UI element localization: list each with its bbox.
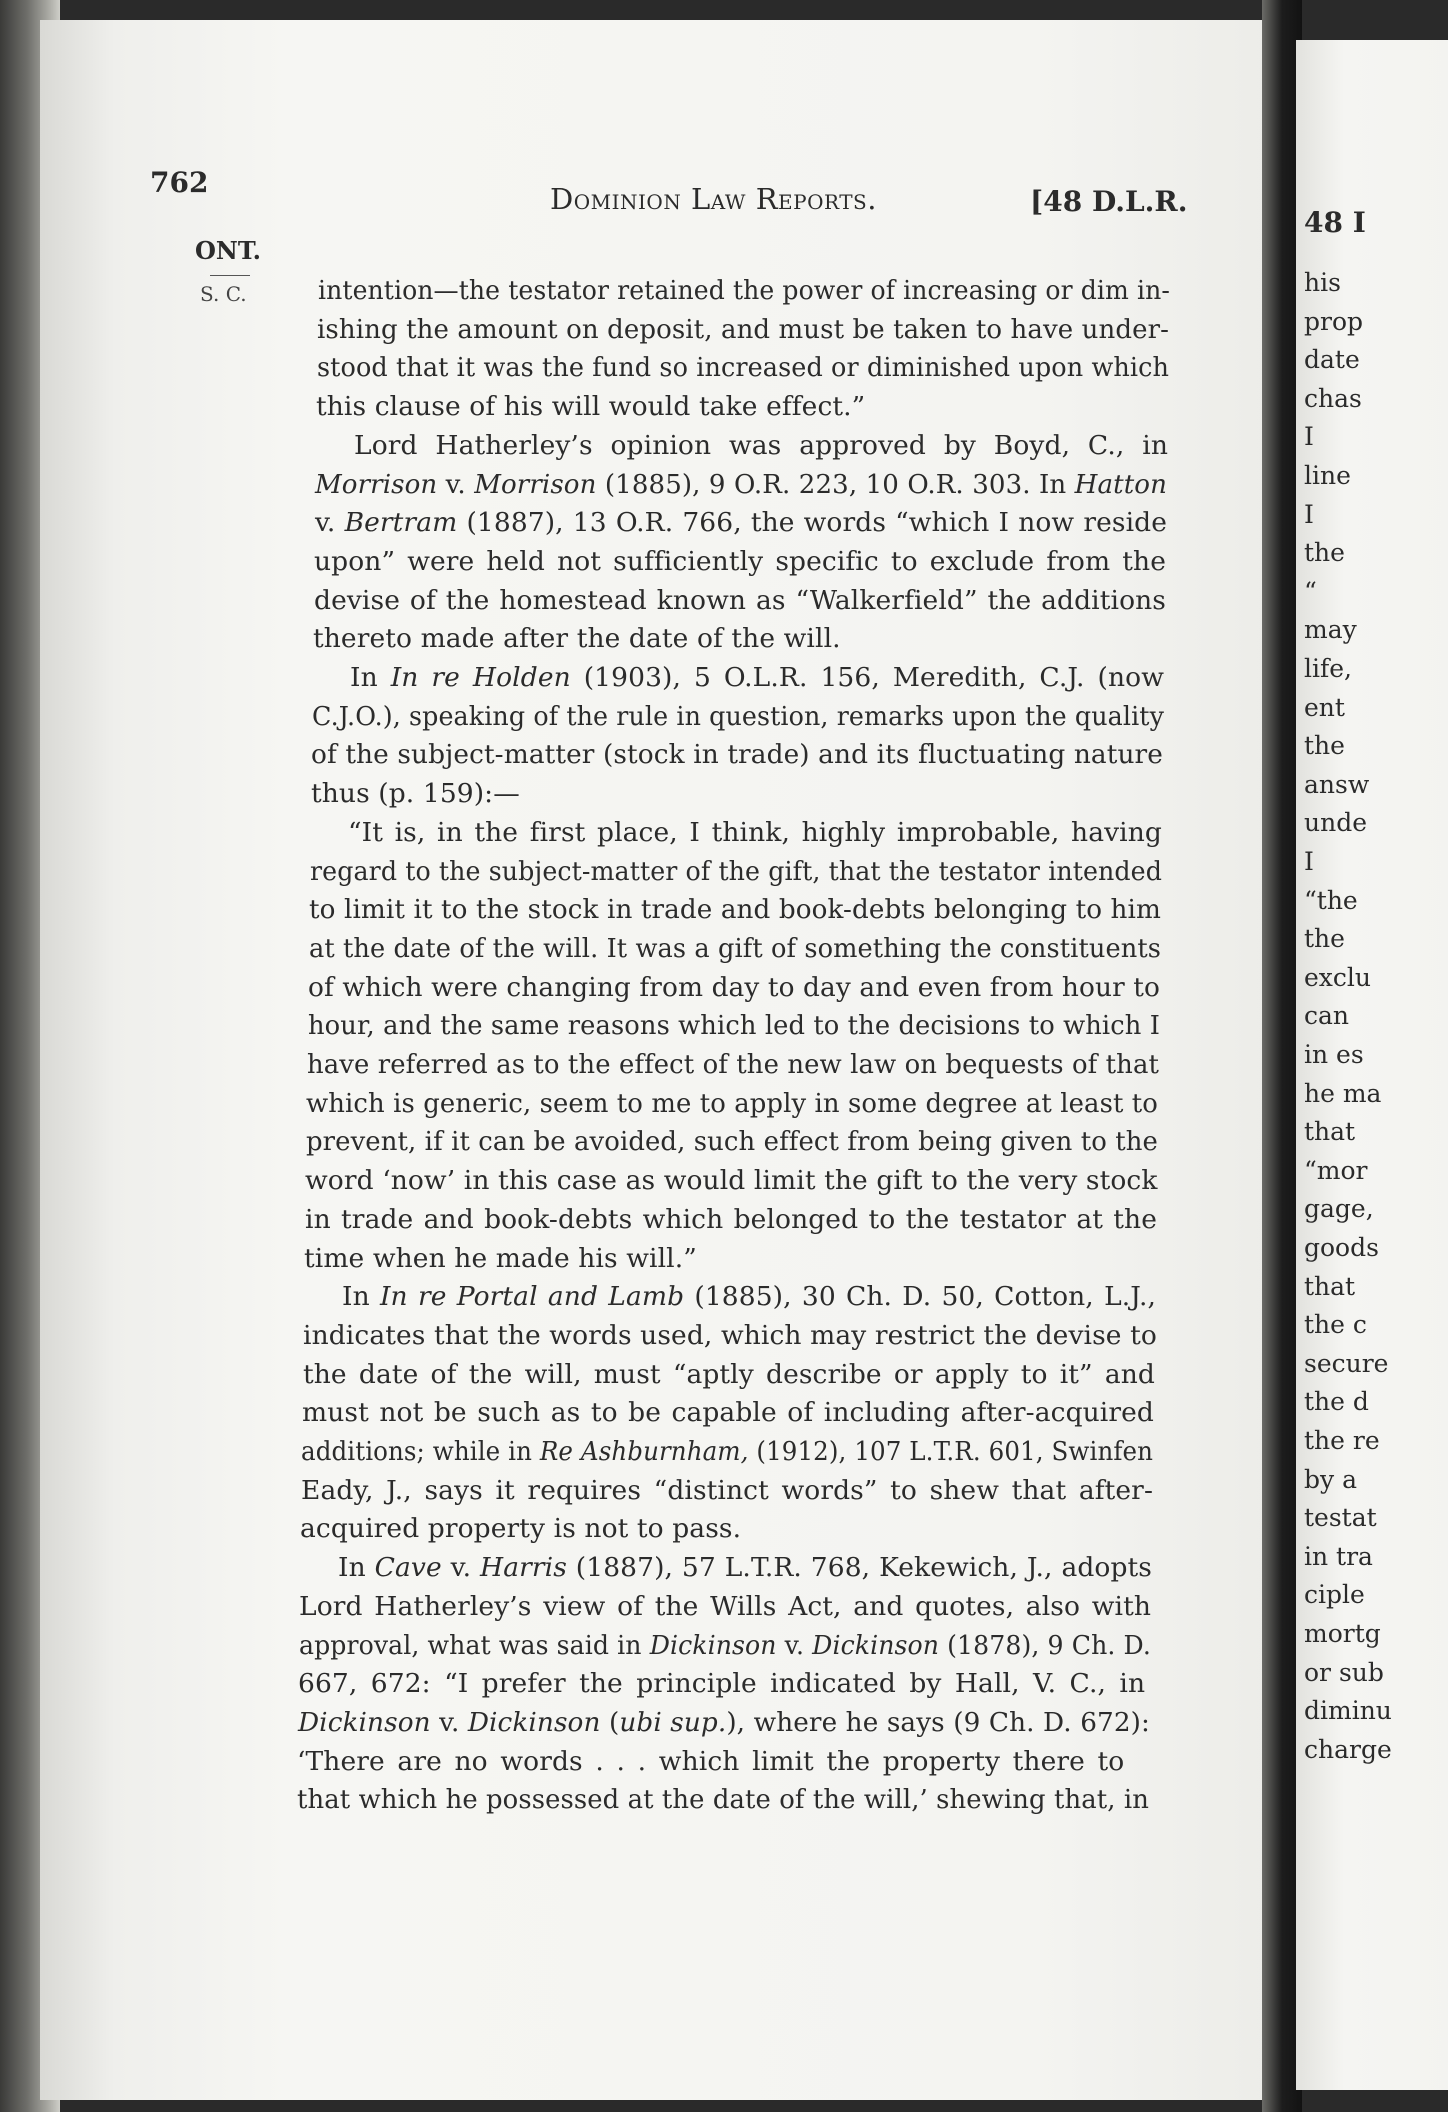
text-span: at the date of the will. It was a gift of something the constituents [309, 933, 1161, 964]
italic-text: Re Ashburnham, [539, 1436, 749, 1467]
text-span: v. [776, 1630, 813, 1661]
court-sub-note: S. C. [200, 282, 247, 306]
volume-reference: [48 D.L.R. [1030, 185, 1188, 218]
text-span: to limit it to the stock in trade and book-debts belonging to him [309, 894, 1161, 925]
right-text-fragment: the [1304, 731, 1345, 760]
right-text-fragment: goods [1304, 1233, 1379, 1262]
text-line [306, 1085, 1158, 1123]
right-text-fragment: ent [1304, 693, 1345, 722]
text-span: regard to the subject-matter of the gift, that the testator intended [310, 856, 1162, 887]
italic-text: Morrison [474, 469, 597, 500]
right-page [1296, 40, 1448, 2090]
text-line [315, 504, 1167, 542]
text-span: In [350, 662, 391, 693]
page-number: 762 [150, 166, 209, 199]
text-span: word ‘now’ in this case as would limit the gift to the very stock [305, 1165, 1158, 1196]
text-span: intention—the testator retained the power of increasing or dim in- [318, 275, 1170, 306]
right-text-fragment: in tra [1304, 1542, 1373, 1571]
right-text-fragment: diminu [1304, 1696, 1392, 1725]
right-text-fragment: or sub [1304, 1658, 1384, 1687]
right-text-fragment: may [1304, 615, 1357, 644]
text-line [310, 853, 1162, 891]
text-line [298, 1665, 1145, 1703]
text-span: which is generic, seem to me to apply in some degree at least to [306, 1088, 1158, 1119]
text-span: must not be such as to be capable of including after-acquired [302, 1397, 1154, 1428]
text-span: ishing the amount on deposit, and must be taken to have under- [317, 314, 1169, 345]
text-span: (1885), 9 O.R. 223, 10 O.R. 303. In [596, 469, 1075, 500]
right-text-fragment: unde [1304, 808, 1368, 837]
right-text-fragment: prop [1304, 307, 1364, 336]
right-text-fragment: secure [1304, 1349, 1389, 1378]
right-text-fragment: in es [1304, 1040, 1364, 1069]
text-line [301, 1433, 1153, 1471]
text-span: Lord Hatherley’s view of the Wills Act, and quotes, also with [299, 1591, 1151, 1622]
text-span: (1912), 107 L.T.R. 601, Swinfen [748, 1436, 1153, 1467]
text-line [315, 466, 1167, 504]
text-line [317, 349, 1169, 387]
text-span: approval, what was said in [299, 1630, 650, 1661]
text-line [348, 814, 1162, 852]
text-line [307, 1046, 1159, 1084]
text-span: have referred as to the effect of the new law on bequests of that [307, 1049, 1159, 1080]
text-line [350, 659, 1164, 697]
text-line [305, 1162, 1158, 1200]
right-text-fragment: the [1304, 924, 1345, 953]
right-text-fragment: by a [1304, 1465, 1357, 1494]
text-line [312, 698, 1164, 736]
text-span: v. [430, 1707, 468, 1738]
court-marginal-note: ONT. [195, 236, 261, 265]
italic-text: Dickinson [467, 1707, 601, 1738]
text-span: ), where he says (9 Ch. D. 672): [726, 1707, 1150, 1738]
text-span: (1878), 9 Ch. D. [939, 1630, 1151, 1661]
italic-text: Dickinson [298, 1707, 431, 1738]
right-text-fragment: “ [1304, 577, 1317, 606]
text-span: v. [315, 507, 345, 538]
text-span: (1887), 57 L.T.R. 768, Kekewich, J., adopts [566, 1552, 1152, 1583]
text-line [316, 388, 865, 426]
text-line [297, 1743, 1124, 1781]
right-text-fragment: date [1304, 345, 1360, 374]
text-line [302, 1394, 1154, 1432]
italic-text: Dickinson [812, 1630, 940, 1661]
text-span: (1885), 30 Ch. D. 50, Cotton, L.J., [684, 1281, 1156, 1312]
right-text-fragment: gage, [1304, 1194, 1374, 1223]
text-span: ( [600, 1707, 620, 1738]
text-span: acquired property is not to pass. [300, 1513, 742, 1544]
text-span: “It is, in the first place, I think, highly improbable, having [348, 817, 1162, 848]
text-span: (1887), 13 O.R. 766, the words “which I now reside [457, 507, 1167, 538]
right-text-fragment: that [1304, 1272, 1356, 1301]
right-text-fragment: he ma [1304, 1079, 1382, 1108]
right-running-head: 48 I [1304, 206, 1366, 239]
text-line [318, 272, 1170, 310]
right-text-fragment: that [1304, 1117, 1356, 1146]
text-span: hour, and the same reasons which led to the decisions to which I [308, 1010, 1160, 1041]
text-line [342, 1278, 1156, 1316]
text-span: that which he possessed at the date of the will,’ shewing that, in [297, 1784, 1149, 1815]
text-span: additions; while in [301, 1436, 540, 1467]
right-text-fragment: I [1304, 500, 1314, 529]
text-line [304, 1240, 697, 1278]
text-line [317, 311, 1169, 349]
text-line [301, 1472, 1153, 1510]
italic-text: Hatton [1074, 469, 1167, 500]
text-span: upon” were held not sufficiently specific to exclude from the [314, 546, 1166, 577]
right-text-fragment: chas [1304, 384, 1362, 413]
right-text-fragment: the re [1304, 1426, 1380, 1455]
right-text-fragment: I [1304, 422, 1314, 451]
text-span: devise of the homestead known as “Walkerfield” the additions [314, 585, 1166, 616]
text-line [314, 543, 1166, 581]
text-span: In [342, 1281, 380, 1312]
text-line [338, 1549, 1152, 1587]
text-span: indicates that the words used, which may restrict the devise to [303, 1320, 1157, 1351]
right-text-fragment: can [1304, 1001, 1350, 1030]
left-page [40, 20, 1280, 2100]
text-line [299, 1627, 1151, 1665]
text-span: this clause of his will would take effect.” [316, 391, 866, 422]
italic-text: Bertram [344, 507, 458, 538]
text-span: of which were changing from day to day and even from hour to [308, 972, 1160, 1003]
italic-text: In re Holden [390, 662, 571, 693]
text-span: in trade and book-debts which belonged to the testator at the [305, 1204, 1157, 1235]
text-span: 667, 672: “I prefer the principle indicated by Hall, V. C., in [298, 1668, 1146, 1699]
text-span: Eady, J., says it requires “distinct words” to shew that after- [301, 1475, 1153, 1506]
right-text-fragment: testat [1304, 1503, 1377, 1532]
text-line [313, 620, 841, 658]
text-span: the date of the will, must “aptly describe or apply to it” and [303, 1359, 1155, 1390]
text-line [354, 427, 1168, 465]
text-line [309, 930, 1161, 968]
right-text-fragment: “mor [1304, 1156, 1368, 1185]
text-span: thereto made after the date of the will. [313, 623, 841, 654]
text-line [297, 1781, 1149, 1819]
right-text-fragment: his [1304, 268, 1341, 297]
right-text-fragment: mortg [1304, 1619, 1381, 1648]
italic-text: ubi sup. [619, 1707, 727, 1738]
text-span: C.J.O.), speaking of the rule in question, remarks upon the quality [312, 701, 1164, 732]
text-line [309, 891, 1161, 929]
text-line [308, 1007, 1160, 1045]
text-line [299, 1588, 1151, 1626]
right-text-fragment: the [1304, 538, 1345, 567]
text-line [298, 1704, 1150, 1742]
right-text-fragment: answ [1304, 770, 1370, 799]
text-span: v. [437, 469, 475, 500]
text-line [303, 1317, 1157, 1355]
italic-text: Morrison [315, 469, 438, 500]
text-span: thus (p. 159):— [311, 778, 520, 809]
right-text-fragment: the d [1304, 1387, 1369, 1416]
right-text-fragment: line [1304, 461, 1351, 490]
text-line [311, 775, 520, 813]
running-head: Dominion Law Reports. [550, 182, 877, 216]
right-text-fragment: I [1304, 847, 1314, 876]
right-text-fragment: exclu [1304, 963, 1371, 992]
italic-text: Harris [479, 1552, 567, 1583]
text-span: stood that it was the fund so increased or diminished upon which [317, 352, 1169, 383]
italic-text: Dickinson [649, 1630, 777, 1661]
right-text-fragment: life, [1304, 654, 1352, 683]
right-text-fragment: the c [1304, 1310, 1367, 1339]
italic-text: Cave [374, 1552, 442, 1583]
text-span: prevent, if it can be avoided, such effect from being given to the [306, 1126, 1158, 1157]
text-line [308, 969, 1160, 1007]
right-text-fragment: charge [1304, 1735, 1392, 1764]
text-span: ‘There are no words . . . which limit the property there to [297, 1746, 1125, 1777]
text-span: In [338, 1552, 375, 1583]
right-text-fragment: “the [1304, 886, 1358, 915]
text-line [311, 736, 1163, 774]
right-text-fragment: ciple [1304, 1580, 1365, 1609]
marginal-rule [210, 275, 250, 276]
italic-text: In re Portal and Lamb [379, 1281, 685, 1312]
text-line [305, 1201, 1157, 1239]
text-line [314, 582, 1166, 620]
text-line [306, 1123, 1158, 1161]
text-line [300, 1510, 741, 1548]
text-span: Lord Hatherley’s opinion was approved by Boyd, C., in [354, 430, 1168, 461]
text-span: time when he made his will.” [304, 1243, 697, 1274]
text-span: v. [441, 1552, 480, 1583]
text-line [303, 1356, 1155, 1394]
text-span: (1903), 5 O.L.R. 156, Meredith, C.J. (now [570, 662, 1164, 693]
text-span: of the subject-matter (stock in trade) and its fluctuating nature [311, 739, 1163, 770]
